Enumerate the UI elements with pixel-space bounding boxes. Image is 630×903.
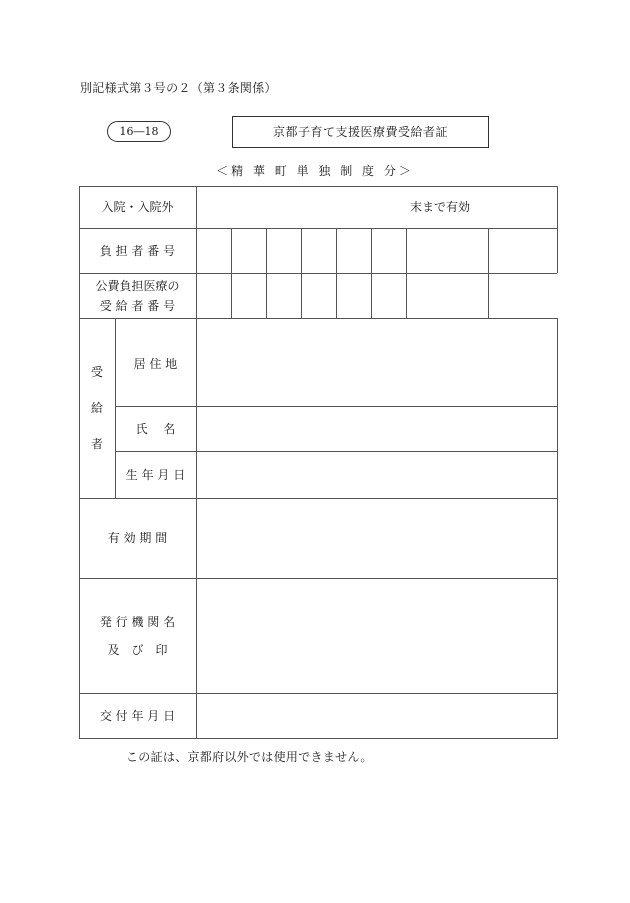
table-border-bottom bbox=[79, 738, 557, 739]
issuer-label bbox=[79, 578, 196, 693]
payer-number-label: 負 担 者 番 号 bbox=[99, 243, 176, 258]
issuer-label-line1: 発 行 機 関 名 bbox=[99, 614, 176, 629]
recipient-char: 者 bbox=[90, 437, 103, 451]
public-expense-label-line1: 公費負担医療の bbox=[95, 278, 180, 293]
address-label: 居 住 地 bbox=[133, 357, 178, 371]
table-border-right-lower bbox=[557, 318, 558, 739]
inpatient-validity-text: 末まで有効 bbox=[409, 200, 470, 214]
number-box-divider bbox=[406, 228, 407, 318]
public-expense-label-line2: 受 給 者 番 号 bbox=[99, 298, 176, 313]
certificate-title: 京都子育て支援医療費受給者証 bbox=[232, 116, 489, 148]
number-box-divider bbox=[266, 228, 267, 318]
number-box-divider bbox=[301, 228, 302, 318]
birthdate-label: 生 年 月 日 bbox=[125, 467, 186, 482]
name-label: 氏 名 bbox=[135, 421, 176, 436]
issue-date-label: 交 付 年 月 日 bbox=[99, 708, 176, 723]
public-expense-number-label bbox=[79, 273, 196, 318]
recipient-char: 給 bbox=[90, 401, 103, 415]
number-box-divider bbox=[488, 228, 489, 318]
number-box-divider bbox=[371, 228, 372, 318]
footer-note: この証は、京都府以外では使用できません。 bbox=[126, 750, 373, 764]
form-reference: 別記様式第３号の２（第３条関係） bbox=[80, 81, 277, 95]
validity-period-label: 有 効 期 間 bbox=[107, 531, 168, 545]
label-column-divider bbox=[196, 186, 197, 739]
form-code-badge: 16―18 bbox=[107, 121, 171, 142]
recipient-char: 受 bbox=[90, 365, 103, 379]
number-box-divider bbox=[231, 228, 232, 318]
inpatient-label: 入院・入院外 bbox=[101, 200, 174, 214]
number-box-divider bbox=[336, 228, 337, 318]
table-border-right bbox=[557, 186, 558, 273]
certificate-subtitle: ＜精 華 町 単 独 制 度 分＞ bbox=[216, 164, 414, 178]
recipient-group-label bbox=[79, 318, 115, 498]
issuer-label-line2: 及 び 印 bbox=[107, 642, 168, 657]
